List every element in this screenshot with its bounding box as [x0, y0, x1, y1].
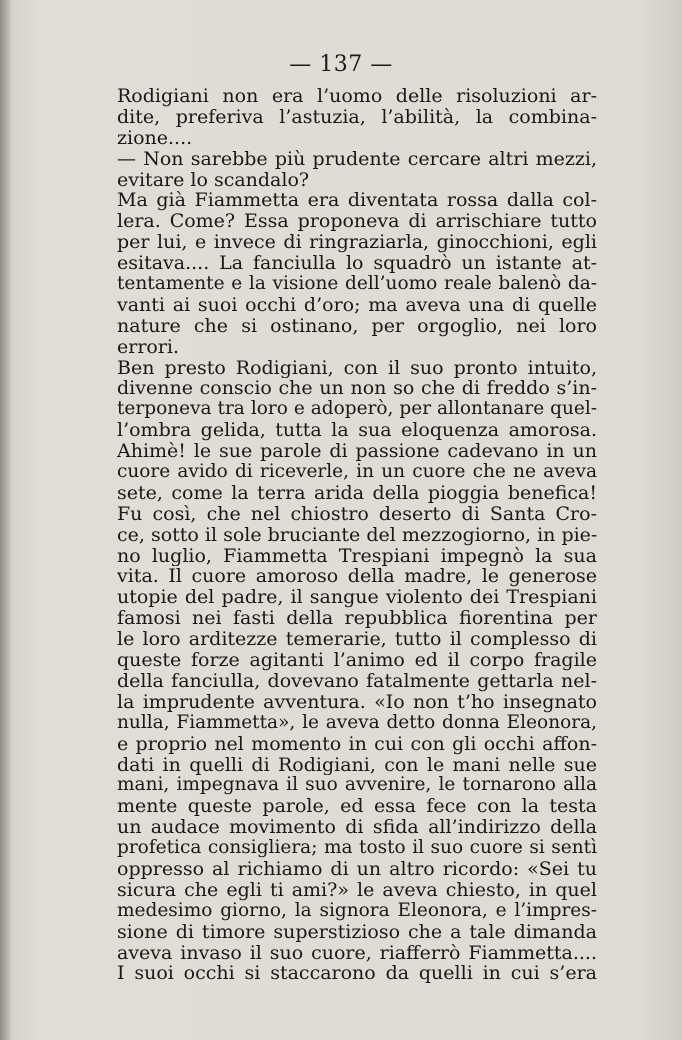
page-number: — 137 — — [289, 52, 393, 77]
text-line: e proprio nel momento in cui con gli occhi affon- — [117, 733, 597, 755]
text-line: ce, sotto il sole bruciante del mezzogiorno, in pie- — [117, 524, 597, 546]
text-line: Rodigiani non era l’uomo delle risoluzioni ar- — [117, 86, 597, 107]
text-line: lera. Come? Essa proponeva di arrischiare tutto — [117, 211, 597, 233]
text-line: zione.... — [117, 127, 193, 149]
text-line: aveva invaso il suo cuore, riafferrò Fiammetta.... — [117, 942, 597, 964]
text-line: esitava.... La fanciulla lo squadrò un istante at- — [117, 253, 597, 275]
text-line: sione di timore superstizioso che a tale dimanda — [117, 921, 597, 943]
text-line: la imprudente avventura. «Io non t’ho insegnato — [117, 691, 597, 713]
text-line: per lui, e invece di ringraziarla, ginocchioni, egli — [117, 232, 597, 254]
text-line: Ma già Fiammetta era diventata rossa dalla col- — [117, 190, 597, 212]
text-line: nature che si ostinano, per orgoglio, nei loro — [117, 315, 597, 337]
text-line: vanti ai suoi occhi d’oro; ma aveva una di quelle — [117, 294, 597, 316]
text-line: dite, preferiva l’astuzia, l’abilità, la combina- — [117, 106, 597, 128]
text-line: un audace movimento di sfida all’indirizzo della — [117, 817, 597, 839]
body-text — [117, 86, 597, 984]
text-line: famosi nei fasti della repubblica fiorentina per — [117, 608, 597, 630]
text-line: profetica consigliera; ma tosto il suo cuore si sentì — [117, 838, 597, 859]
text-line: utopie del padre, il sangue violento dei Trespiani — [117, 587, 597, 609]
text-line: errori. — [117, 336, 180, 358]
text-line: terponeva tra loro e adoperò, per allontanare quel- — [117, 399, 597, 420]
text-line: dati in quelli di Rodigiani, con le mani nelle sue — [117, 754, 597, 776]
text-line: tentamente e la visione dell’uomo reale balenò da- — [117, 274, 597, 295]
text-line: della fanciulla, dovevano fatalmente gettarla nel- — [117, 670, 597, 692]
text-line: medesimo giorno, la signora Eleonora, e l’impres- — [117, 900, 597, 921]
text-line: Ahimè! le sue parole di passione cadevano in un — [117, 441, 597, 463]
text-line: no luglio, Fiammetta Trespiani impegnò la sua — [117, 545, 597, 567]
text-line: mente queste parole, ed essa fece con la testa — [117, 796, 597, 818]
text-line: mani, impegnava il suo avvenire, le tornarono alla — [117, 775, 597, 796]
text-line: — Non sarebbe più prudente cercare altri mezzi, — [117, 148, 597, 170]
text-line: evitare lo scandalo? — [117, 169, 310, 191]
text-line: cuore avido di riceverle, in un cuore che ne aveva — [117, 462, 597, 483]
text-line: divenne conscio che un non so che di freddo s’in- — [117, 378, 597, 400]
text-line: Ben presto Rodigiani, con il suo pronto intuito, — [117, 357, 597, 379]
text-line: nulla, Fiammetta», le aveva detto donna Eleonora, — [117, 712, 597, 733]
text-line: Fu così, che nel chiostro deserto di Santa Cro- — [117, 503, 597, 525]
text-line: sicura che egli ti ami?» le aveva chiesto, in quel — [117, 879, 597, 901]
text-line: queste forze agitanti l’animo ed il corpo fragile — [117, 650, 597, 671]
text-line: vita. Il cuore amoroso della madre, le generose — [117, 566, 597, 588]
text-line: sete, come la terra arida della pioggia benefica! — [117, 482, 597, 504]
text-line: le loro arditezze temerarie, tutto il complesso di — [117, 629, 597, 651]
spine-shadow — [0, 0, 10, 1040]
text-line: oppresso al richiamo di un altro ricordo: «Sei tu — [117, 858, 597, 880]
text-line: l’ombra gelida, tutta la sua eloquenza amorosa. — [117, 420, 597, 442]
text-line: I suoi occhi si staccarono da quelli in cui s’era — [117, 963, 597, 985]
